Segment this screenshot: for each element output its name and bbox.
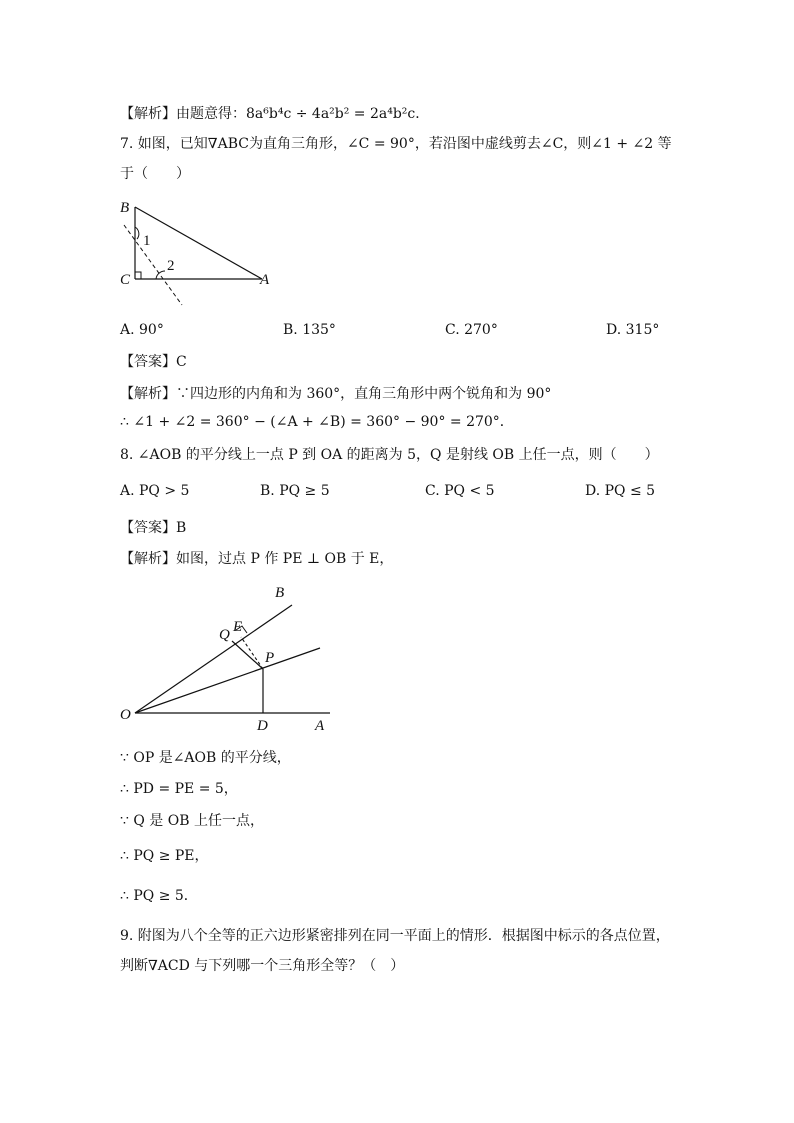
q7-option-d: D. 315° xyxy=(606,322,660,338)
q8-label-d: D xyxy=(257,718,268,734)
q8-option-b: B. PQ ≥ 5 xyxy=(260,483,330,499)
q7-answer: 【答案】C xyxy=(120,354,187,370)
q7-label-1: 1 xyxy=(143,233,151,249)
q7-option-b: B. 135° xyxy=(283,322,336,338)
q8-segment-pe xyxy=(241,637,263,669)
q9-stem-line2: 判断∇ACD 与下列哪一个三角形全等？（ ） xyxy=(120,958,405,974)
q8-step4: ∴ PQ ≥ PE， xyxy=(120,848,209,864)
q7-right-angle-mark xyxy=(135,272,141,279)
q7-label-2: 2 xyxy=(167,258,175,274)
q7-analysis-line1: 【解析】∵四边形的内角和为 360°，直角三角形中两个锐角和为 90° xyxy=(120,386,552,402)
q8-step3: ∵ Q 是 OB 上任一点， xyxy=(120,813,264,829)
q8-option-c: C. PQ < 5 xyxy=(425,483,495,499)
q8-segment-pq xyxy=(232,641,263,669)
q8-analysis-line1: 【解析】如图，过点 P 作 PE ⊥ OB 于 E， xyxy=(120,551,394,567)
q8-option-d: D. PQ ≤ 5 xyxy=(585,483,656,499)
q8-step2: ∴ PD = PE = 5， xyxy=(120,781,238,797)
q7-triangle-figure xyxy=(110,195,310,305)
q8-label-b: B xyxy=(275,585,285,601)
q8-step1: ∵ OP 是∠AOB 的平分线， xyxy=(120,750,291,766)
q6-analysis: 【解析】由题意得：8a⁶b⁴c ÷ 4a²b² = 2a⁴b²c． xyxy=(120,106,430,122)
q7-option-a: A. 90° xyxy=(120,322,164,338)
q8-label-e: E xyxy=(233,619,243,635)
q7-option-c: C. 270° xyxy=(445,322,498,338)
q8-label-a: A xyxy=(315,718,325,734)
q8-step5: ∴ PQ ≥ 5． xyxy=(120,888,198,904)
q8-label-p: P xyxy=(265,650,275,666)
q7-label-a: A xyxy=(260,272,270,288)
q8-option-a: A. PQ > 5 xyxy=(120,483,190,499)
q8-angle-figure xyxy=(115,580,355,740)
q7-side-ab xyxy=(135,207,262,279)
q8-bisector xyxy=(135,648,320,713)
q7-label-b: B xyxy=(120,200,130,216)
q9-stem-line1: 9. 附图为八个全等的正六边形紧密排列在同一平面上的情形．根据图中标示的各点位置， xyxy=(120,928,670,944)
q7-stem-line1: 7. 如图，已知∇ABC为直角三角形，∠C = 90°，若沿图中虚线剪去∠C，则∠1 + ∠2 等 xyxy=(120,136,672,152)
q7-label-c: C xyxy=(120,272,131,288)
q7-angle2-arc xyxy=(156,271,165,279)
q7-stem-line2: 于（ ） xyxy=(120,166,190,182)
q7-analysis-line2: ∴ ∠1 + ∠2 = 360° − (∠A + ∠B) = 360° − 90° = 270°． xyxy=(120,414,514,430)
q8-stem: 8. ∠AOB 的平分线上一点 P 到 OA 的距离为 5，Q 是射线 OB 上任一点，则（ ） xyxy=(120,447,659,463)
q8-label-q: Q xyxy=(219,627,230,643)
q8-label-o: O xyxy=(120,707,131,723)
q8-answer: 【答案】B xyxy=(120,520,187,536)
